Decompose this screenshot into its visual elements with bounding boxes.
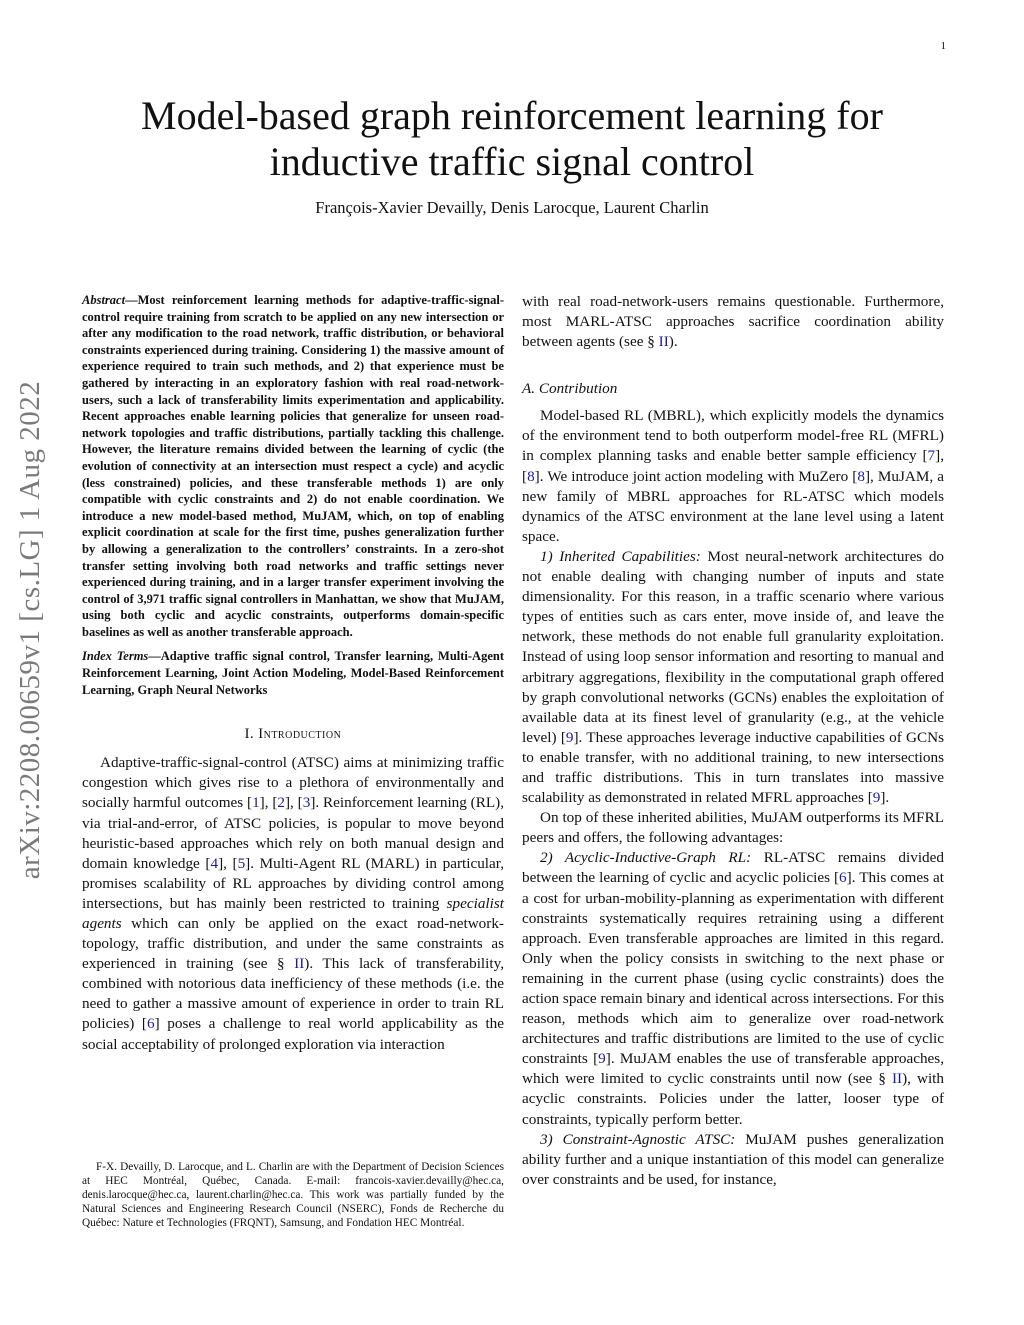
text-run: , MuJAM, a new family of MBRL approaches for RL-ATSC which models dynamics of the ATSC environment at the lane level using a latent space. xyxy=(522,467,944,545)
abstract-label: Abstract xyxy=(82,293,126,307)
citation-link[interactable]: 4 xyxy=(210,854,219,872)
citation-link[interactable]: 5 xyxy=(237,854,246,872)
text-run: ), with acyclic constraints. Policies under the latter, looser type of constraints, typically perform better. xyxy=(522,1070,944,1128)
citation-link[interactable]: 9 xyxy=(565,728,574,746)
authors: François-Xavier Devailly, Denis Larocque, Laurent Charlin xyxy=(315,198,709,217)
emphasis: specialist agents xyxy=(82,894,504,932)
section-heading-introduction xyxy=(82,726,504,743)
citation-link[interactable]: 9 xyxy=(598,1050,606,1068)
text-run: . Multi-Agent RL (MARL) in particular, promises scalability of RL approaches by dividing control among intersections, but has mainly been restricted to training xyxy=(82,854,504,912)
citation-link[interactable]: 3 xyxy=(302,794,311,812)
index-terms-label: Index Terms xyxy=(82,649,149,664)
section-ref-link[interactable]: II xyxy=(658,333,669,351)
title-line-2: inductive traffic signal control xyxy=(269,139,755,184)
footnote: F-X. Devailly, D. Larocque, and L. Charlin are with the Department of Decision Sciences at HEC Montréal, Québec, Canada. E-mail: francois-xavier.devailly@hec.ca, denis.larocque@hec.ca, laurent.charlin@hec.ca. This work was partially funded by the Natural Sciences and Engineering Research Council (NSERC), Fonds de Recherche du Québec: Nature et Technologies (FRQNT), Samsung, and Fondation HEC Montréal. xyxy=(82,1161,504,1230)
acyclic-paragraph: 2) Acyclic-Inductive-Graph RL: RL-ATSC remains divided between the learning of cyclic and acyclic policies [6]. This comes at a cost for urban-mobility-planning as experimentation with different constraints systematically requires retraining using a different approach. Even transferable approaches are limited in this regard. Only when the policy consists in switching to the next phase or remaining in the current phase (using cyclic constraints) does the action space remain binary and identical across intersections. For this reason, methods which aim to generalize over road-network architectures and traffic distributions are limited to the use of cyclic constraints [9]. MuJAM enables the use of transferable approaches, which were limited to cyclic constraints until now (see § II), with acyclic constraints. Policies under the latter, looser type of constraints, typically perform better. xyxy=(522,849,944,1128)
citation-link[interactable]: 7 xyxy=(927,447,936,465)
section-ref-link[interactable]: II xyxy=(891,1070,903,1088)
text-run: which can only be applied on the exact road-network-topology, traffic distribution, and under the same constraints as experienced in training (see § xyxy=(82,915,504,973)
right-column xyxy=(522,292,944,1190)
paragraph-title: 1) Inherited Capabilities: xyxy=(540,547,701,565)
intro-paragraph: Adaptive-traffic-signal-control (ATSC) aims at minimizing traffic congestion which gives rise to a plethora of environmentally and socially harmful outcomes [1], [2], [3]. Reinforcement learning (RL), via trial-and-error, of ATSC policies, is popular to move beyond heuristic-based approaches which rely on both manual design and domain knowledge [4], [5]. Multi-Agent RL (MARL) in particular, promises scalability of RL approaches by dividing control among intersections, but has mainly been restricted to training specialist agents which can only be applied on the exact road-network-topology, traffic distribution, and under the same constraints as experienced in training (see § II). This lack of transferability, combined with notorious data inefficiency of these methods (i.e. the need to gather a massive amount of experience in order to train RL policies) [6] poses a challenge to real world applicability as the social acceptability of prolonged exploration via interaction xyxy=(82,754,504,1053)
citation-link[interactable]: 1 xyxy=(252,794,260,812)
section-number: I. xyxy=(244,726,255,743)
text-run: ). xyxy=(668,333,678,351)
section-ref-link[interactable]: II xyxy=(294,955,305,973)
arxiv-stamp: arXiv:2208.00659v1 [cs.LG] 1 Aug 2022 xyxy=(14,380,46,880)
text-run: . This comes at a cost for urban-mobility-planning as experimentation with different constraints systematically requires retraining using a different approach. Even transferable approaches are limited in this regard. Only when the policy consists in switching to the next phase or remaining in the current phase (using cyclic constraints) does the action space remain binary and identical across intersections. For this reason, methods which aim to generalize over road-network architectures and traffic distributions are limited to the use of cyclic constraints xyxy=(522,869,944,1068)
abstract xyxy=(82,292,504,640)
index-terms-text: —Adaptive traffic signal control, Transfer learning, Multi-Agent Reinforcement Learning, Joint Action Modeling, Model-Based Reinforcement Learning, Graph Neural Networks xyxy=(82,649,504,697)
text-run: . Reinforcement learning (RL), via trial-and-error, of ATSC policies, is popular to move beyond heuristic-based approaches which rely on both manual design and domain knowledge xyxy=(82,794,504,872)
on-top-paragraph: On top of these inherited abilities, MuJAM outperforms its MFRL peers and offers, the following advantages: xyxy=(522,809,944,847)
paragraph-title: 3) Constraint-Agnostic ATSC: xyxy=(540,1130,736,1148)
index-terms xyxy=(82,648,504,698)
text-run: Model-based RL (MBRL), which explicitly models the dynamics of the environment tend to both outperform model-free RL (MFRL) in complex planning tasks and enable better sample efficiency xyxy=(522,407,944,465)
text-run: Adaptive-traffic-signal-control (ATSC) aims at minimizing traffic congestion which gives rise to a plethora of environmentally and socially harmful outcomes xyxy=(82,754,504,812)
citation-link[interactable]: 6 xyxy=(839,869,847,887)
section-title: Introduction xyxy=(258,726,342,743)
mbrl-paragraph: Model-based RL (MBRL), which explicitly models the dynamics of the environment tend to both outperform model-free RL (MFRL) in complex planning tasks and enable better sample efficiency [7], [8]. We introduce joint action modeling with MuZero [8], MuJAM, a new family of MBRL approaches for RL-ATSC which models dynamics of the ATSC environment at the lane level using a latent space. xyxy=(522,407,944,545)
citation-link[interactable]: 8 xyxy=(527,467,535,485)
left-column xyxy=(82,292,504,1055)
constraint-agnostic-paragraph xyxy=(522,1130,944,1190)
subsection-heading-contribution: A. Contribution xyxy=(522,380,618,398)
text-run: . MuJAM enables the use of transferable approaches, which were limited to cyclic constraints until now (see § xyxy=(522,1050,944,1088)
citation-link[interactable]: 9 xyxy=(872,789,881,807)
paragraph-title: 2) Acyclic-Inductive-Graph RL: xyxy=(540,849,752,867)
inherited-capabilities-paragraph: 1) Inherited Capabilities: Most neural-network architectures do not enable dealing with changing number of inputs and state dimensionality. For this reason, in a traffic scenario where various types of entities such as cars enter, move inside of, and leave the network, these methods do not enable full granularity exploitation. Instead of using loop sensor information and resorting to manual and arbitrary aggregations, flexibility in the computational graph offered by graph convolutional networks (GCNs) enables the exploitation of available data at its finest level of granularity (e.g., at the vehicle level) [9]. These approaches leverage inductive capabilities of GCNs to enable transfer, with no additional training, to new intersections and traffic distributions. This in turn translates into massive scalability as demonstrated in related MFRL approaches [9]. xyxy=(522,547,945,807)
text-run: Most neural-network architectures do not enable dealing with changing number of inputs and state dimensionality. For this reason, in a traffic scenario where various types of entities such as cars enter, move inside of, and leave the network, these methods do not enable full granularity exploitation. Instead of using loop sensor information and resorting to manual and arbitrary aggregations, flexibility in the computational graph offered by graph convolutional networks (GCNs) enables the exploitation of available data at its finest level of granularity (e.g., at the vehicle level) xyxy=(522,547,945,746)
continued-paragraph xyxy=(522,292,944,352)
text-run: with real road-network-users remains questionable. Furthermore, most MARL-ATSC approaches sacrifice coordination ability between agents (see § xyxy=(522,293,944,351)
abstract-text: —Most reinforcement learning methods for adaptive-traffic-signal-control require training from scratch to be applied on any new intersection or after any modification to the road network, traffic distribution, or behavioral constraints experienced during training. Considering 1) the massive amount of experience required to train such methods, and 2) that experience must be gathered by interacting in an exploratory fashion with real road-network-users, such a lack of transferability limits experimentation and applicability. Recent approaches enable learning policies that generalize for unseen road-network topologies and traffic distributions, partially tackling this challenge. However, the literature remains divided between the learning of cyclic (the evolution of connectivity at an intersection must respect a cycle) and acyclic (less constrained) policies, and these transferable methods 1) are only compatible with cyclic constraints and 2) do not enable coordination. We introduce a new model-based method, MuJAM, which, on top of enabling explicit coordination at scale for the first time, pushes generalization further by allowing a generalization to the controllers’ constraints. In a zero-shot transfer setting involving both road networks and traffic settings never experienced during training, and in a larger transfer experiment involving the control of 3,971 traffic signal controllers in Manhattan, we show that MuJAM, using both cyclic and acyclic constraints, outperforms domain-specific baselines as well as another transferable approach. xyxy=(82,293,504,639)
text-run: RL-ATSC remains divided between the learning of cyclic and acyclic policies xyxy=(522,849,944,887)
text-run: ). This lack of transferability, combined with notorious data inefficiency of these methods (i.e. the need to gather a massive amount of experience in order to train RL policies) xyxy=(82,955,504,1033)
citation-link[interactable]: 8 xyxy=(857,467,865,485)
text-run: . xyxy=(885,789,890,807)
text-run: . We introduce joint action modeling with MuZero xyxy=(539,467,853,485)
citation-link[interactable]: 6 xyxy=(146,1015,155,1033)
title-line-1: Model-based graph reinforcement learning for xyxy=(141,93,883,138)
text-run: . These approaches leverage inductive capabilities of GCNs to enable transfer, with no additional training, to new intersections and traffic distributions. This in turn translates into massive scalability as demonstrated in related MFRL approaches xyxy=(522,728,944,807)
text-run: poses a challenge to real world applicability as the social acceptability of prolonged exploration via interaction xyxy=(82,1015,504,1053)
text-run: MuJAM pushes generalization ability further and a unique instantiation of this model can generalize over constraints and be used, for instance, xyxy=(522,1130,944,1188)
paper-title xyxy=(80,93,944,185)
citation-link[interactable]: 2 xyxy=(277,794,285,812)
page-number: 1 xyxy=(940,40,946,52)
